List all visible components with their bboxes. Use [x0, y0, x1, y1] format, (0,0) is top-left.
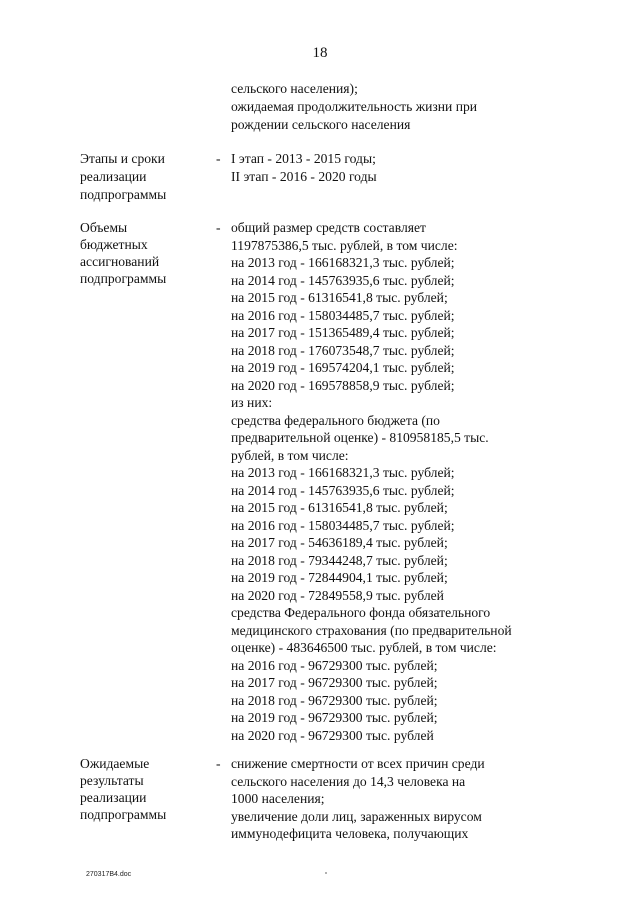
text-line: на 2016 год - 158034485,7 тыс. рублей; [231, 517, 455, 533]
text-line: оценке) - 483646500 тыс. рублей, в том числе: [231, 640, 497, 655]
text-line: 1000 населения; [231, 791, 325, 806]
section-label-line: бюджетных [80, 237, 148, 252]
text-line: средства Федерального фонда обязательного [231, 605, 491, 620]
text-line: на 2017 год - 54636189,4 тыс. рублей; [231, 535, 448, 550]
text-line: общий размер средств составляет [231, 220, 426, 235]
text-line: на 2015 год - 61316541,8 тыс. рублей; [231, 290, 448, 305]
section-label-line: реализации [80, 169, 147, 184]
document-code: 270317В4.doc [86, 871, 132, 878]
text-line: на 2017 год - 151365489,4 тыс. рублей; [231, 325, 455, 340]
text-line: на 2019 год - 96729300 тыс. рублей; [231, 710, 438, 725]
text-line: на 2019 год - 72844904,1 тыс. рублей; [231, 570, 448, 585]
section-label-line: подпрограммы [80, 271, 167, 286]
text-line: на 2013 год - 166168321,3 тыс. рублей; [231, 255, 455, 270]
text-line: 1197875386,5 тыс. рублей, в том числе: [231, 237, 458, 253]
section-label-line: ассигнований [80, 254, 160, 269]
section-label-line: подпрограммы [80, 187, 167, 202]
section-label-line: Ожидаемые [80, 756, 150, 771]
section-label-line: подпрограммы [80, 807, 167, 822]
text-line: на 2017 год - 96729300 тыс. рублей; [231, 675, 438, 690]
section-label-line: Объемы [80, 220, 128, 235]
text-line: на 2016 год - 96729300 тыс. рублей; [231, 657, 438, 673]
text-line: II этап - 2016 - 2020 годы [231, 169, 377, 184]
text-line: предварительной оценке) - 810958185,5 тыс. [231, 430, 489, 445]
text-line: сельского населения); [231, 81, 358, 96]
section-label-line: Этапы и сроки [80, 151, 165, 166]
text-line: на 2019 год - 169574204,1 тыс. рублей; [231, 360, 455, 375]
text-line: иммунодефицита человека, получающих [231, 826, 469, 841]
text-line: снижение смертности от всех причин среди [231, 756, 485, 771]
text-line: на 2020 год - 169578858,9 тыс. рублей; [231, 377, 455, 393]
text-line: на 2014 год - 145763935,6 тыс. рублей; [231, 482, 455, 498]
text-line: рублей, в том числе: [231, 447, 349, 463]
text-line: из них: [231, 395, 273, 410]
section-dash: - [216, 756, 221, 771]
text-line: медицинского страхования (по предварительной [231, 622, 512, 638]
text-line: средства федерального бюджета (по [231, 412, 440, 428]
section-dash: - [216, 151, 221, 166]
text-line: рождении сельского населения [231, 117, 411, 132]
text-line: ожидаемая продолжительность жизни при [231, 99, 478, 114]
text-line: на 2015 год - 61316541,8 тыс. рублей; [231, 500, 448, 515]
text-line: на 2018 год - 79344248,7 тыс. рублей; [231, 552, 448, 568]
text-line: на 2016 год - 158034485,7 тыс. рублей; [231, 307, 455, 323]
text-line: на 2018 год - 96729300 тыс. рублей; [231, 692, 438, 708]
text-line: на 2013 год - 166168321,3 тыс. рублей; [231, 465, 455, 480]
text-line: на 2020 год - 96729300 тыс. рублей [231, 727, 434, 743]
text-line: на 2018 год - 176073548,7 тыс. рублей; [231, 342, 455, 358]
section-label-line: результаты [80, 773, 144, 788]
page-number: 18 [312, 45, 328, 61]
scan-speck [325, 872, 327, 874]
text-line: I этап - 2013 - 2015 годы; [231, 151, 376, 166]
text-line: на 2020 год - 72849558,9 тыс. рублей [231, 587, 444, 603]
section-label-line: реализации [80, 790, 147, 805]
text-line: сельского населения до 14,3 человека на [231, 773, 466, 789]
text-line: увеличение доли лиц, зараженных вирусом [231, 808, 482, 824]
section-dash: - [216, 220, 221, 235]
text-line: на 2014 год - 145763935,6 тыс. рублей; [231, 272, 455, 288]
